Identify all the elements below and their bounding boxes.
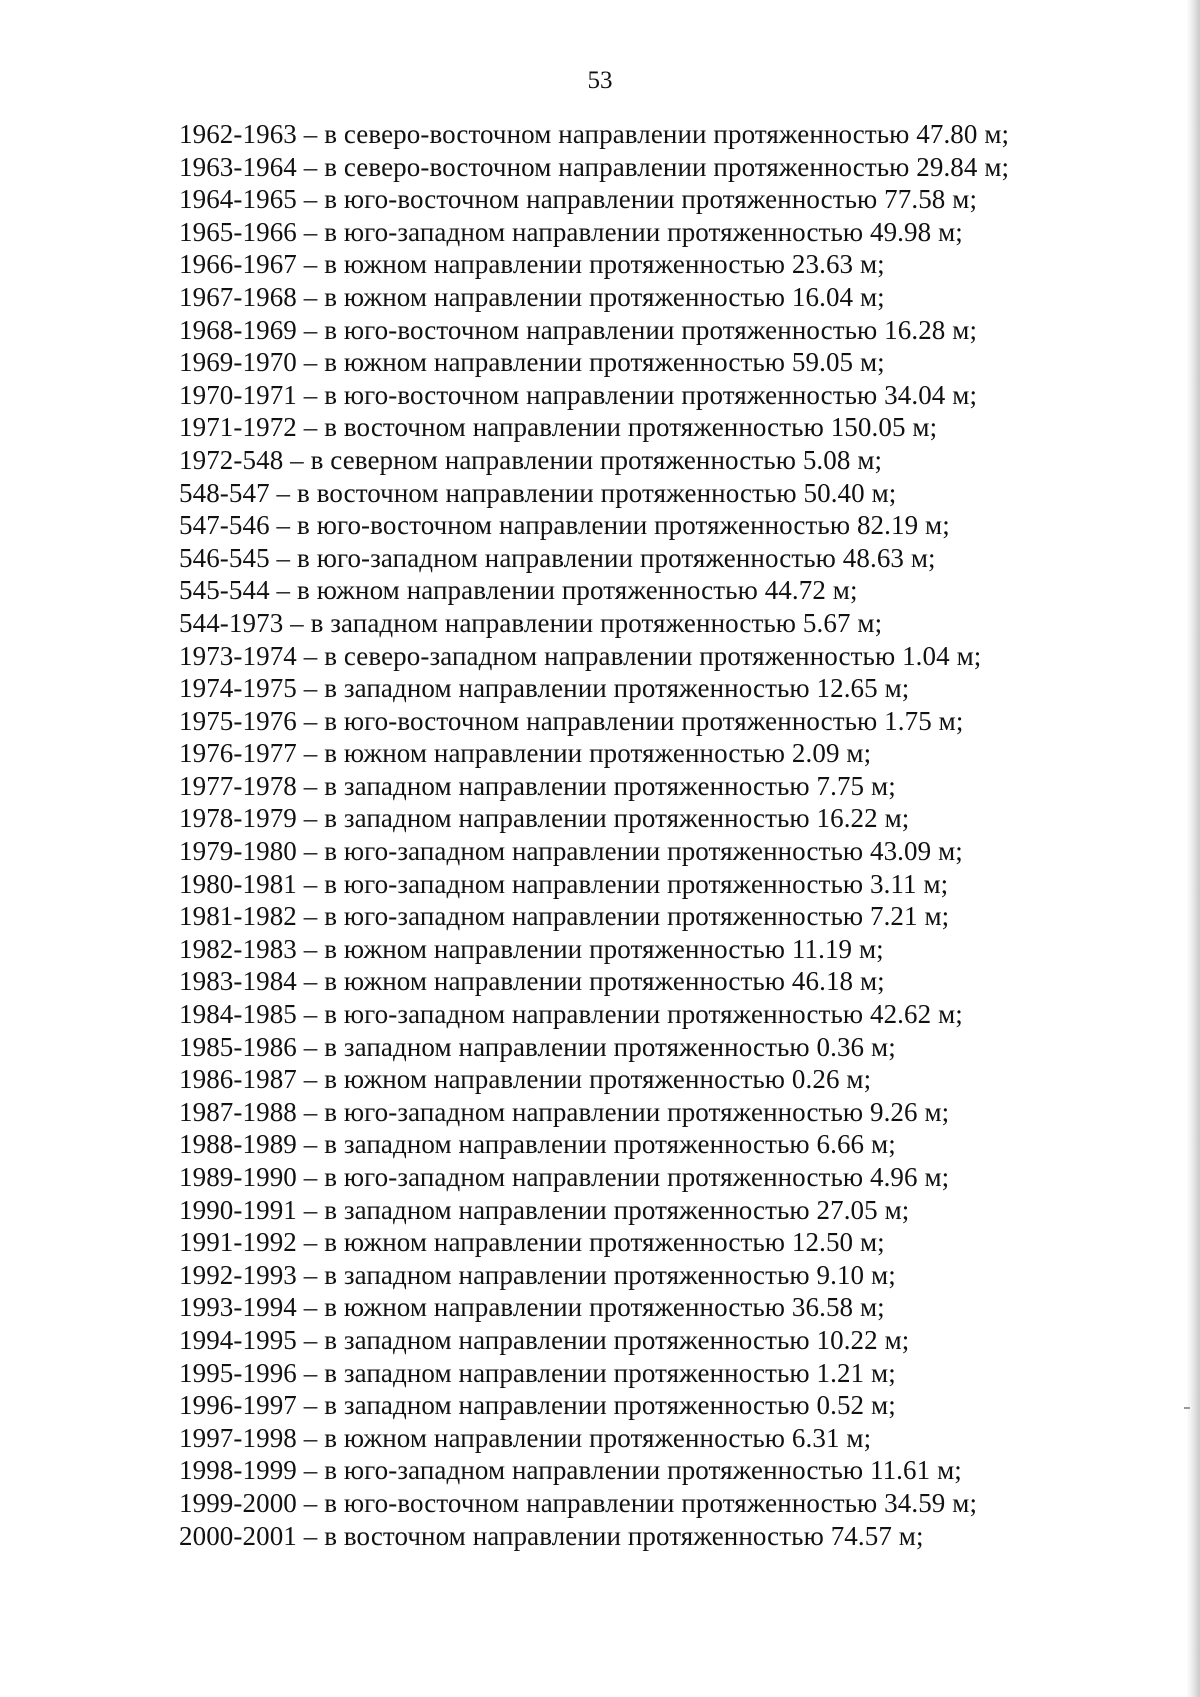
boundary-segment-line: 1997-1998 – в южном направлении протяженностью 6.31 м; — [179, 1422, 872, 1453]
boundary-segment-line: 547-546 – в юго-восточном направлении протяженностью 82.19 м; — [179, 510, 950, 541]
boundary-segment-line: 1977-1978 – в западном направлении протяженностью 7.75 м; — [179, 770, 896, 801]
scan-edge-shadow — [1186, 0, 1200, 1697]
boundary-segment-line: 1967-1968 – в южном направлении протяженностью 16.04 м; — [179, 281, 885, 312]
scan-edge-mark — [1184, 1407, 1190, 1409]
boundary-segment-line: 1980-1981 – в юго-западном направлении протяженностью 3.11 м; — [179, 868, 949, 899]
boundary-segment-line: 1974-1975 – в западном направлении протяженностью 12.65 м; — [179, 673, 910, 704]
boundary-segment-line: 1973-1974 – в северо-западном направлении протяженностью 1.04 м; — [179, 640, 982, 671]
boundary-segment-list — [179, 118, 1079, 1552]
boundary-segment-line: 1970-1971 – в юго-восточном направлении протяженностью 34.04 м; — [179, 379, 978, 410]
boundary-segment-line: 1991-1992 – в южном направлении протяженностью 12.50 м; — [179, 1227, 885, 1258]
boundary-segment-line: 1987-1988 – в юго-западном направлении протяженностью 9.26 м; — [179, 1096, 950, 1127]
boundary-segment-line: 1993-1994 – в южном направлении протяженностью 36.58 м; — [179, 1292, 885, 1323]
boundary-segment-line: 2000-2001 – в восточном направлении протяженностью 74.57 м; — [179, 1520, 924, 1551]
boundary-segment-line: 1982-1983 – в южном направлении протяженностью 11.19 м; — [179, 933, 884, 964]
boundary-segment-line: 1963-1964 – в северо-восточном направлении протяженностью 29.84 м; — [179, 151, 1010, 182]
boundary-segment-line: 1998-1999 – в юго-западном направлении протяженностью 11.61 м; — [179, 1455, 962, 1486]
boundary-segment-line: 548-547 – в восточном направлении протяженностью 50.40 м; — [179, 477, 897, 508]
boundary-segment-line: 1976-1977 – в южном направлении протяженностью 2.09 м; — [179, 738, 872, 769]
boundary-segment-line: 1965-1966 – в юго-западном направлении протяженностью 49.98 м; — [179, 216, 963, 247]
boundary-segment-line: 1996-1997 – в западном направлении протяженностью 0.52 м; — [179, 1390, 896, 1421]
boundary-segment-line: 1975-1976 – в юго-восточном направлении протяженностью 1.75 м; — [179, 705, 964, 736]
boundary-segment-line: 545-544 – в южном направлении протяженностью 44.72 м; — [179, 575, 858, 606]
boundary-segment-line: 1990-1991 – в западном направлении протяженностью 27.05 м; — [179, 1194, 910, 1225]
boundary-segment-line: 546-545 – в юго-западном направлении протяженностью 48.63 м; — [179, 542, 936, 573]
boundary-segment-line: 1994-1995 – в западном направлении протяженностью 10.22 м; — [179, 1324, 910, 1355]
boundary-segment-line: 1999-2000 – в юго-восточном направлении протяженностью 34.59 м; — [179, 1487, 978, 1518]
boundary-segment-line: 1972-548 – в северном направлении протяженностью 5.08 м; — [179, 444, 883, 475]
boundary-segment-line: 1969-1970 – в южном направлении протяженностью 59.05 м; — [179, 347, 885, 378]
boundary-segment-line: 1968-1969 – в юго-восточном направлении протяженностью 16.28 м; — [179, 314, 978, 345]
page-number: 53 — [587, 67, 613, 94]
boundary-segment-line: 1979-1980 – в юго-западном направлении протяженностью 43.09 м; — [179, 836, 963, 867]
boundary-segment-line: 1984-1985 – в юго-западном направлении протяженностью 42.62 м; — [179, 999, 963, 1030]
boundary-segment-line: 1962-1963 – в северо-восточном направлении протяженностью 47.80 м; — [179, 119, 1010, 149]
boundary-segment-line: 1978-1979 – в западном направлении протяженностью 16.22 м; — [179, 803, 910, 834]
boundary-segment-line: 1995-1996 – в западном направлении протяженностью 1.21 м; — [179, 1357, 896, 1388]
boundary-segment-line: 544-1973 – в западном направлении протяженностью 5.67 м; — [179, 607, 883, 638]
boundary-segment-line: 1983-1984 – в южном направлении протяженностью 46.18 м; — [179, 966, 885, 997]
boundary-segment-line: 1986-1987 – в южном направлении протяженностью 0.26 м; — [179, 1064, 872, 1095]
boundary-segment-line: 1985-1986 – в западном направлении протяженностью 0.36 м; — [179, 1031, 896, 1062]
boundary-segment-line: 1971-1972 – в восточном направлении протяженностью 150.05 м; — [179, 412, 938, 443]
boundary-segment-line: 1981-1982 – в юго-западном направлении протяженностью 7.21 м; — [179, 901, 950, 932]
boundary-segment-line: 1989-1990 – в юго-западном направлении протяженностью 4.96 м; — [179, 1162, 950, 1192]
boundary-segment-line: 1992-1993 – в западном направлении протяженностью 9.10 м; — [179, 1259, 896, 1290]
boundary-segment-line: 1988-1989 – в западном направлении протяженностью 6.66 м; — [179, 1129, 896, 1160]
boundary-segment-line: 1966-1967 – в южном направлении протяженностью 23.63 м; — [179, 249, 885, 280]
boundary-segment-line: 1964-1965 – в юго-восточном направлении протяженностью 77.58 м; — [179, 184, 978, 215]
